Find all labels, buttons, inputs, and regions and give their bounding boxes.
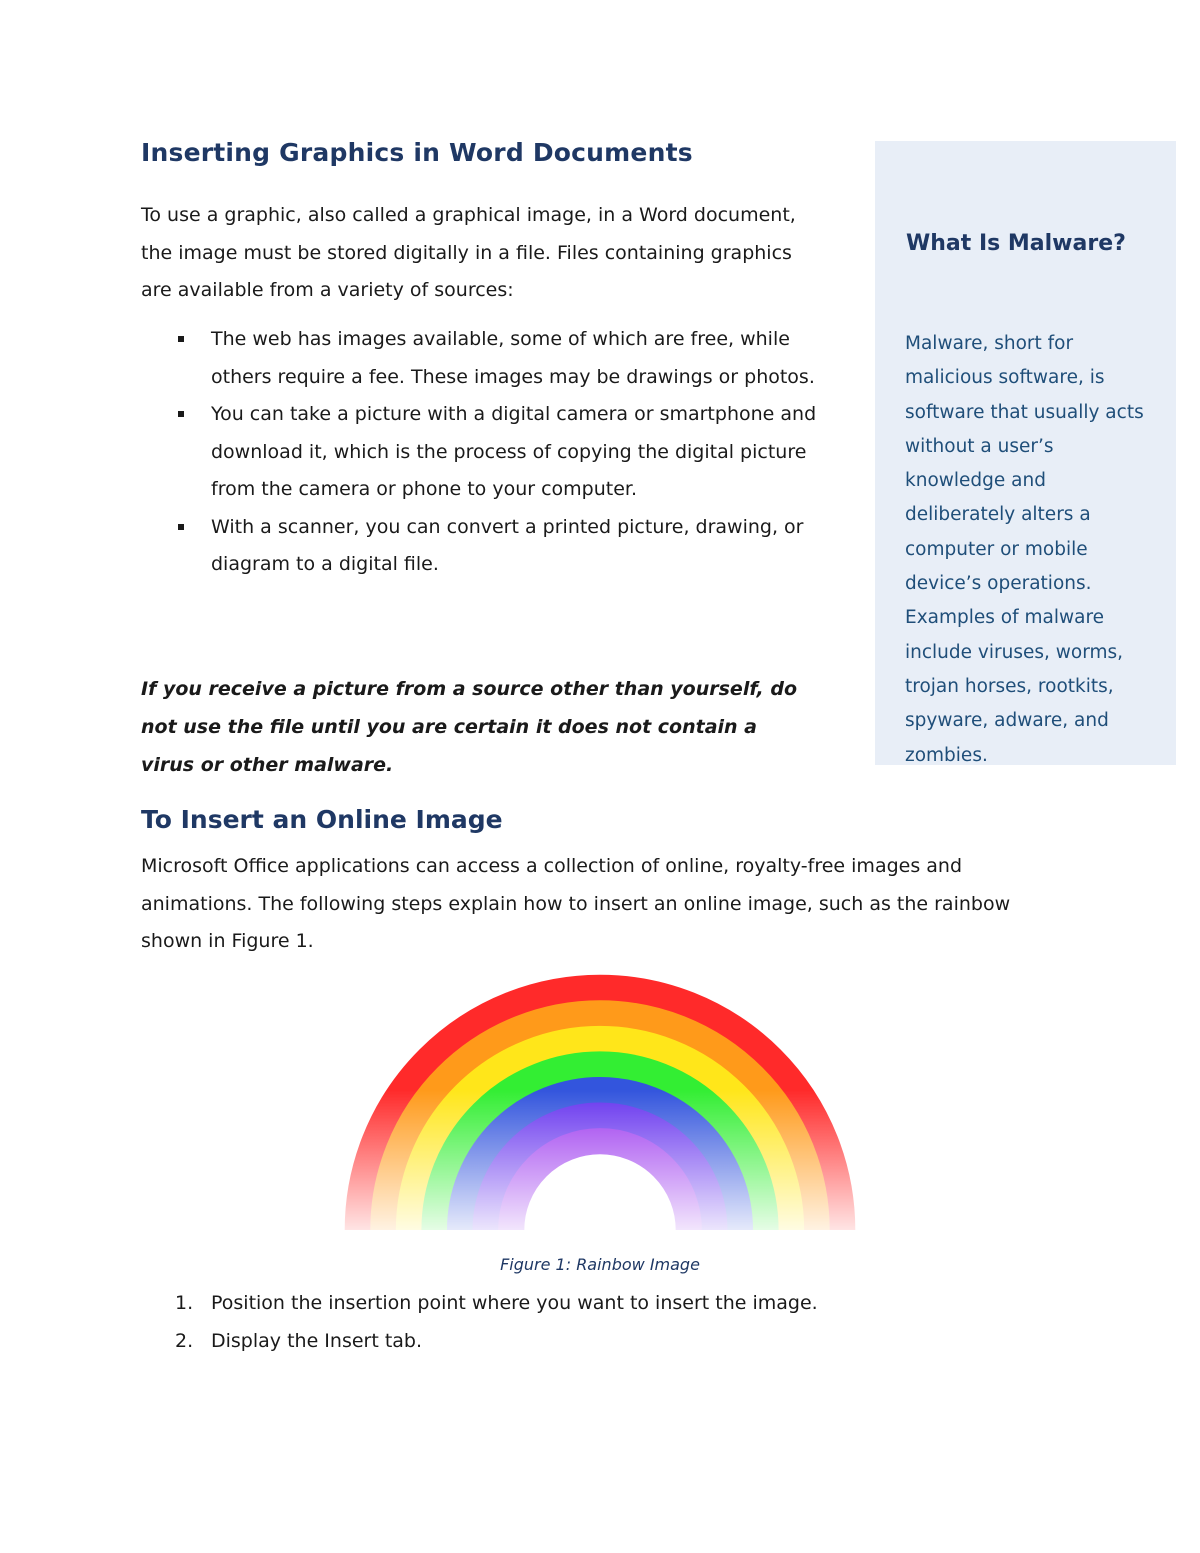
list-item: The web has images available, some of which are free, while others require a fee. These images may be drawings or photos. (141, 321, 831, 396)
section-paragraph: Microsoft Office applications can access a collection of online, royalty-free images and animations. The following steps explain how to insert an online image, such as the rainbow shown in Figure 1. (141, 855, 1011, 952)
malware-warning: If you receive a picture from a source other than yourself, do not use the file until you are certain it does not contain a virus or other malware. (141, 678, 798, 776)
intro-paragraph: To use a graphic, also called a graphical image, in a Word document, the image must be stored digitally in a file. Files containing graphics are available from a variety of sources: (141, 204, 796, 301)
list-item (141, 1322, 1041, 1360)
step-text: Position the insertion point where you want to insert the image. (211, 1292, 818, 1314)
sources-list (141, 321, 831, 584)
sidebar-body: Malware, short for malicious software, is software that usually acts without a user’s knowledge and deliberately alters a computer or mobile device’s operations. Examples of malware include viruses, worms, trojan horses, rootkits, spyware, adware, and zombies. (905, 333, 1144, 765)
malware-sidebar (875, 141, 1176, 765)
section-heading: To Insert an Online Image (141, 805, 503, 834)
page-title: Inserting Graphics in Word Documents (141, 138, 693, 167)
step-number: 1. (175, 1292, 194, 1314)
steps-list (141, 1284, 1041, 1360)
sidebar-title: What Is Malware? (906, 231, 1126, 256)
list-item: You can take a picture with a digital camera or smartphone and download it, which is the process of copying the digital picture from the camera or phone to your computer. (141, 396, 831, 509)
list-item: With a scanner, you can convert a printed picture, drawing, or diagram to a digital file. (141, 509, 831, 584)
figure-caption: Figure 1: Rainbow Image (500, 1255, 700, 1274)
step-text: Display the Insert tab. (211, 1330, 423, 1352)
rainbow-image (340, 972, 860, 1234)
list-item (141, 1284, 1041, 1322)
rainbow-figure (340, 972, 860, 1234)
rainbow-fade-overlay (340, 972, 860, 1234)
step-number: 2. (175, 1330, 194, 1352)
